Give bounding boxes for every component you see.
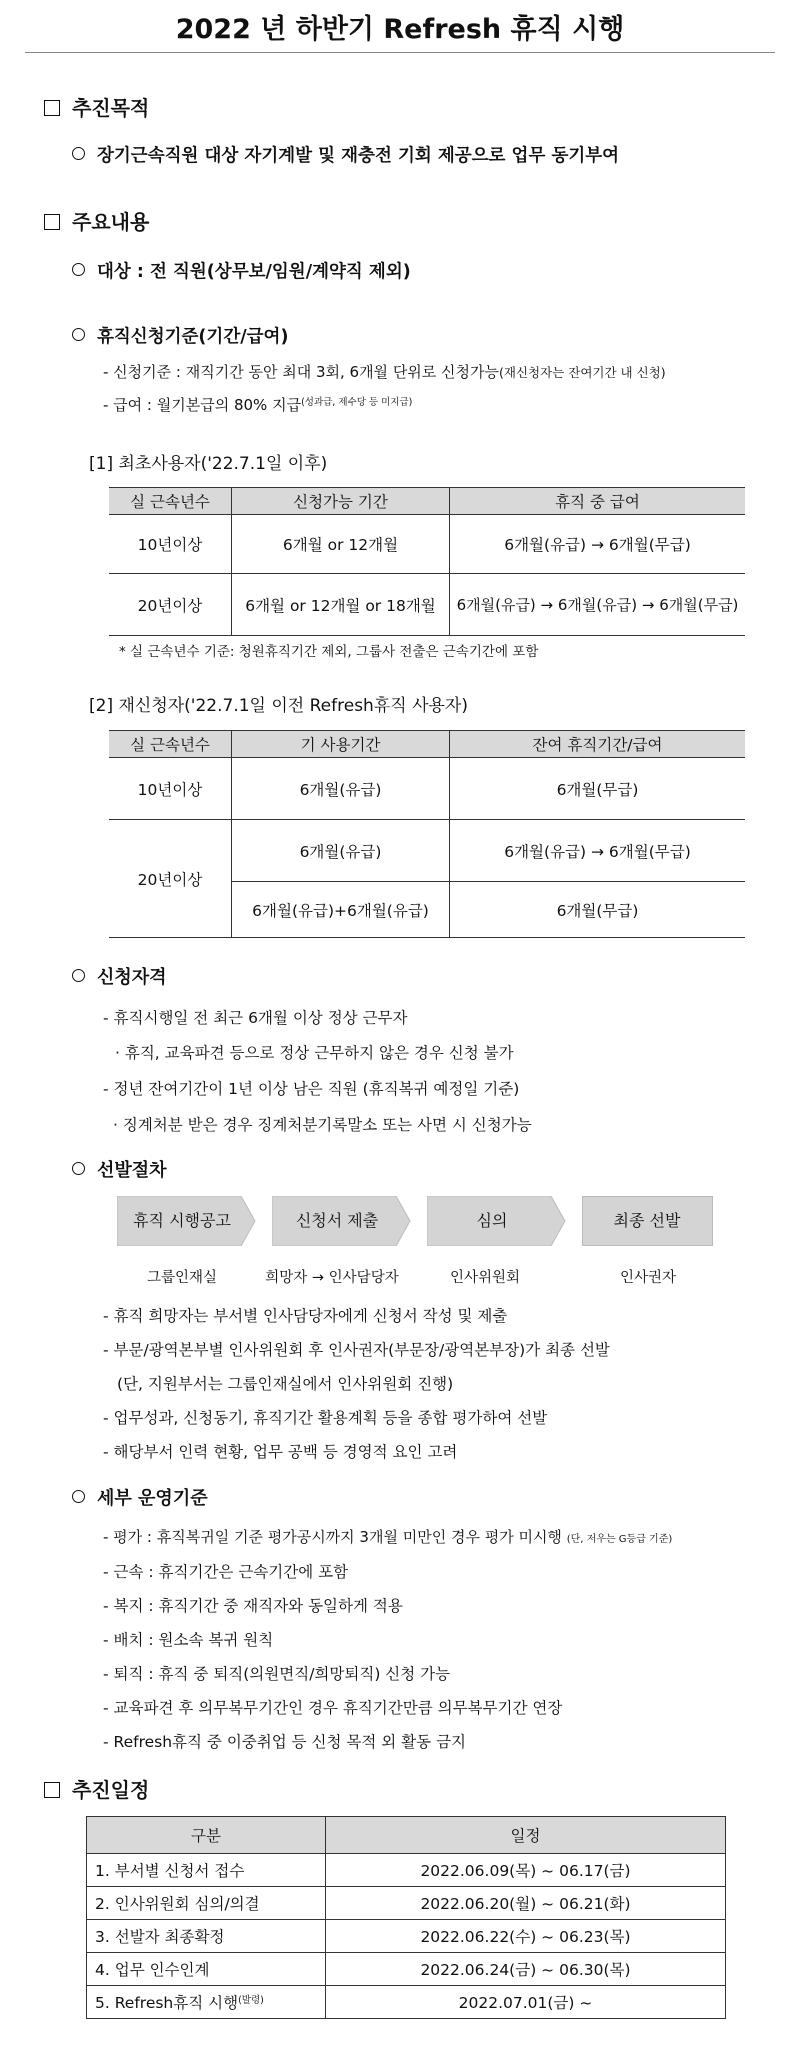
selection-line: (단, 지원부서는 그룹인재실에서 인사위원회 진행) (117, 1375, 454, 1393)
circle-bullet-icon (72, 1490, 85, 1503)
selection-heading: 선발절차 (72, 1156, 167, 1182)
criteria-line-2: - 급여 : 월기본급의 80% 지급$^{(성과급, 제수당 등 미지급)}$ (103, 396, 413, 414)
table-row: 4. 업무 인수인계 2022.06.24(금) ~ 06.30(목) (87, 1953, 726, 1986)
table-row: 10년이상 6개월(유급) 6개월(무급) (109, 758, 745, 820)
section-purpose-heading: 추진목적 (44, 92, 149, 121)
eligibility-line: · 휴직, 교육파견 등으로 정상 근무하지 않은 경우 신청 불가 (115, 1044, 514, 1062)
eligibility-heading: 신청자격 (72, 963, 167, 989)
table2-title: [2] 재신청자('22.7.1일 이전 Refresh휴직 사용자) (89, 696, 468, 716)
operation-line: - Refresh휴직 중 이중취업 등 신청 목적 외 활동 금지 (103, 1733, 467, 1751)
eligibility-line: - 정년 잔여기간이 1년 이상 남은 직원 (휴직복귀 예정일 기준) (103, 1080, 520, 1098)
flow-owner: 인사권자 (619, 1270, 677, 1286)
circle-bullet-icon (72, 1162, 85, 1175)
selection-line: - 해당부서 인력 현황, 업무 공백 등 경영적 요인 고려 (103, 1443, 458, 1461)
table-row: 5. Refresh휴직 시행$^{(발령)}$ 2022.07.01(금) ~ (87, 1986, 726, 2019)
flow-owner: 희망자 → 인사담당자 (265, 1270, 399, 1286)
table2 (109, 730, 745, 938)
table2-header-cell: 잔여 휴직기간/급여 (450, 731, 746, 758)
circle-bullet-icon (72, 263, 85, 276)
selection-line: - 휴직 희망자는 부서별 인사담당자에게 신청서 작성 및 제출 (103, 1307, 508, 1325)
square-bullet-icon (44, 1782, 60, 1798)
schedule-header-cell: 일정 (326, 1817, 726, 1854)
table1 (109, 487, 745, 636)
selection-flow: 휴직 시행공고 신청서 제출 심의 최종 선발 (117, 1196, 800, 1246)
flow-owner: 인사위원회 (449, 1270, 521, 1286)
operation-line: - 교육파견 후 의무복무기간인 경우 휴직기간만큼 의무복무기간 연장 (103, 1699, 563, 1717)
table-row: 20년이상 6개월 or 12개월 or 18개월 6개월(유급) → 6개월(유급) → 6개월(무급) (109, 574, 745, 636)
criteria-line-1: - 신청기준 : 재직기간 동안 최대 3회, 6개월 단위로 신청가능(재신청자는 잔여기간 내 신청) (103, 363, 666, 381)
eligibility-line: - 휴직시행일 전 최근 6개월 이상 정상 근무자 (103, 1009, 408, 1027)
table-row: 3. 선발자 최종확정 2022.06.22(수) ~ 06.23(목) (87, 1920, 726, 1953)
operation-eval: - 평가 : 휴직복귀일 기준 평가공시까지 3개월 미만인 경우 평가 미시행 (단, 저우는 G등급 기준) (103, 1528, 673, 1546)
flow-owner: 그룹인재실 (146, 1270, 218, 1286)
circle-bullet-icon (72, 328, 85, 341)
table-row: 6개월(유급)+6개월(유급) 6개월(무급) (109, 882, 745, 938)
circle-bullet-icon (72, 147, 85, 160)
selection-line: - 업무성과, 신청동기, 휴직기간 활용계획 등을 종합 평가하여 선발 (103, 1409, 548, 1427)
table1-header-cell: 신청가능 기간 (232, 488, 450, 515)
section-content-heading: 주요내용 (44, 206, 149, 235)
operation-heading: 세부 운영기준 (72, 1484, 208, 1510)
table-row: 2. 인사위원회 심의/의결 2022.06.20(월) ~ 06.21(화) (87, 1887, 726, 1920)
table-row: 10년이상 6개월 or 12개월 6개월(유급) → 6개월(무급) (109, 515, 745, 574)
operation-line: - 배치 : 원소속 복귀 원칙 (103, 1631, 274, 1649)
eligibility-line: · 징계처분 받은 경우 징계처분기록말소 또는 사면 시 신청가능 (113, 1116, 532, 1134)
operation-line: - 퇴직 : 휴직 중 퇴직(의원면직/희망퇴직) 신청 가능 (103, 1665, 451, 1683)
square-bullet-icon (44, 100, 60, 116)
table1-header-cell: 실 근속년수 (109, 488, 232, 515)
table-row: 20년이상 6개월(유급) 6개월(유급) → 6개월(무급) (109, 820, 745, 882)
purpose-item: 장기근속직원 대상 자기계발 및 재충전 기회 제공으로 업무 동기부여 (72, 142, 619, 167)
table-row: 1. 부서별 신청서 접수 2022.06.09(목) ~ 06.17(금) (87, 1854, 726, 1887)
selection-line: - 부문/광역본부별 인사위원회 후 인사권자(부문장/광역본부장)가 최종 선발 (103, 1341, 610, 1359)
section-schedule-heading: 추진일정 (44, 1774, 149, 1803)
table2-header-cell: 기 사용기간 (232, 731, 450, 758)
table1-title: [1] 최초사용자('22.7.1일 이후) (89, 454, 328, 474)
criteria-heading: 휴직신청기준(기간/급여) (72, 323, 288, 348)
table1-note: * 실 근속년수 기준: 청원휴직기간 제외, 그룹사 전출은 근속기간에 포함 (119, 644, 539, 660)
schedule-table (86, 1816, 726, 2019)
square-bullet-icon (44, 214, 60, 230)
page-title: 2022 년 하반기 Refresh 휴직 시행 (25, 0, 775, 53)
table1-header-cell: 휴직 중 급여 (450, 488, 746, 515)
table2-header-cell: 실 근속년수 (109, 731, 232, 758)
operation-line: - 근속 : 휴직기간은 근속기간에 포함 (103, 1563, 349, 1581)
content-target: 대상 : 전 직원(상무보/임원/계약직 제외) (72, 258, 411, 283)
operation-line: - 복지 : 휴직기간 중 재직자와 동일하게 적용 (103, 1597, 403, 1615)
schedule-header-cell: 구분 (87, 1817, 326, 1854)
circle-bullet-icon (72, 969, 85, 982)
